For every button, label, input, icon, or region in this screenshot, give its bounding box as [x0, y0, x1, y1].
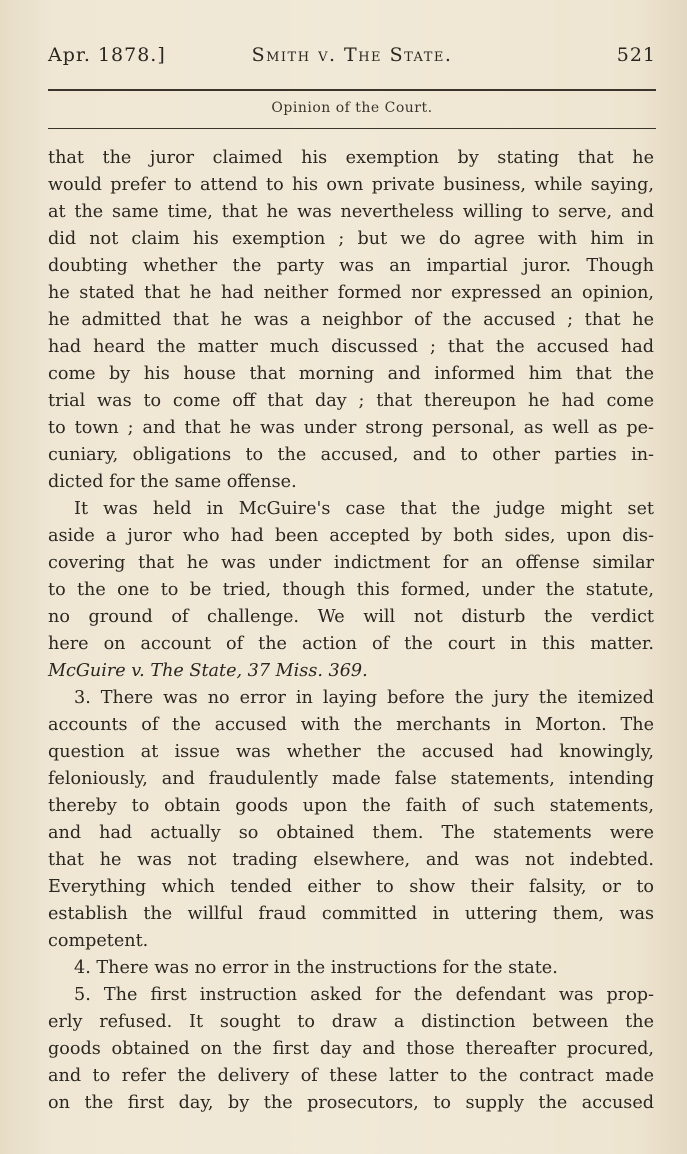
text-line: no ground of challenge. We will not disturb the verdict: [48, 607, 654, 627]
text-line: come by his house that morning and informed him that the: [48, 364, 654, 384]
text-line: had heard the matter much discussed ; that the accused had: [48, 337, 654, 357]
header-case-title: Smith v. The State.: [251, 44, 453, 66]
text-line: he admitted that he was a neighbor of the accused ; that he: [48, 310, 654, 330]
text-line: thereby to obtain goods upon the faith of such statements,: [48, 796, 654, 816]
text-line: that he was not trading elsewhere, and was not indebted.: [48, 850, 654, 870]
text-line: and to refer the delivery of these latter to the contract made: [48, 1066, 654, 1086]
section-subtitle: Opinion of the Court.: [271, 100, 433, 116]
text-line: feloniously, and fraudulently made false statements, intending: [48, 769, 654, 789]
running-head: [48, 44, 656, 74]
text-line: covering that he was under indictment for an offense similar: [48, 553, 654, 573]
text-line: 3. There was no error in laying before the jury the itemized: [74, 688, 654, 708]
page-number: 521: [616, 44, 656, 66]
text-line: erly refused. It sought to draw a distinction between the: [48, 1012, 654, 1032]
header-date: Apr. 1878.]: [48, 44, 166, 66]
header-rule-top: [48, 89, 656, 91]
text-line: at the same time, that he was nevertheless willing to serve, and: [48, 202, 654, 222]
text-line: aside a juror who had been accepted by both sides, upon dis-: [48, 526, 654, 546]
text-line: he stated that he had neither formed nor expressed an opinion,: [48, 283, 654, 303]
text-line: to the one to be tried, though this formed, under the statute,: [48, 580, 654, 600]
text-line: establish the willful fraud committed in uttering them, was: [48, 904, 654, 924]
text-line: competent.: [48, 931, 149, 951]
header-rule-bottom: [48, 128, 656, 129]
text-line: would prefer to attend to his own private business, while saying,: [48, 175, 654, 195]
text-line: trial was to come off that day ; that thereupon he had come: [48, 391, 654, 411]
text-line: goods obtained on the first day and those thereafter procured,: [48, 1039, 654, 1059]
text-line: It was held in McGuire's case that the judge might set: [74, 499, 654, 519]
text-line: 4. There was no error in the instructions for the state.: [74, 958, 558, 978]
text-line: cuniary, obligations to the accused, and to other parties in-: [48, 445, 654, 465]
text-line: dicted for the same offense.: [48, 472, 297, 492]
text-line: to town ; and that he was under strong personal, as well as pe-: [48, 418, 654, 438]
text-line: question at issue was whether the accused had knowingly,: [48, 742, 654, 762]
text-line: here on account of the action of the court in this matter.: [48, 634, 654, 654]
text-line: Everything which tended either to show their falsity, or to: [48, 877, 654, 897]
text-line: that the juror claimed his exemption by stating that he: [48, 148, 654, 168]
text-line: doubting whether the party was an impartial juror. Though: [48, 256, 654, 276]
text-line: did not claim his exemption ; but we do agree with him in: [48, 229, 654, 249]
text-line-citation: McGuire v. The State, 37 Miss. 369.: [48, 661, 368, 681]
text-line: on the first day, by the prosecutors, to supply the accused: [48, 1093, 654, 1113]
text-line: and had actually so obtained them. The statements were: [48, 823, 654, 843]
text-line: 5. The first instruction asked for the defendant was prop-: [74, 985, 654, 1005]
text-line: accounts of the accused with the merchants in Morton. The: [48, 715, 654, 735]
